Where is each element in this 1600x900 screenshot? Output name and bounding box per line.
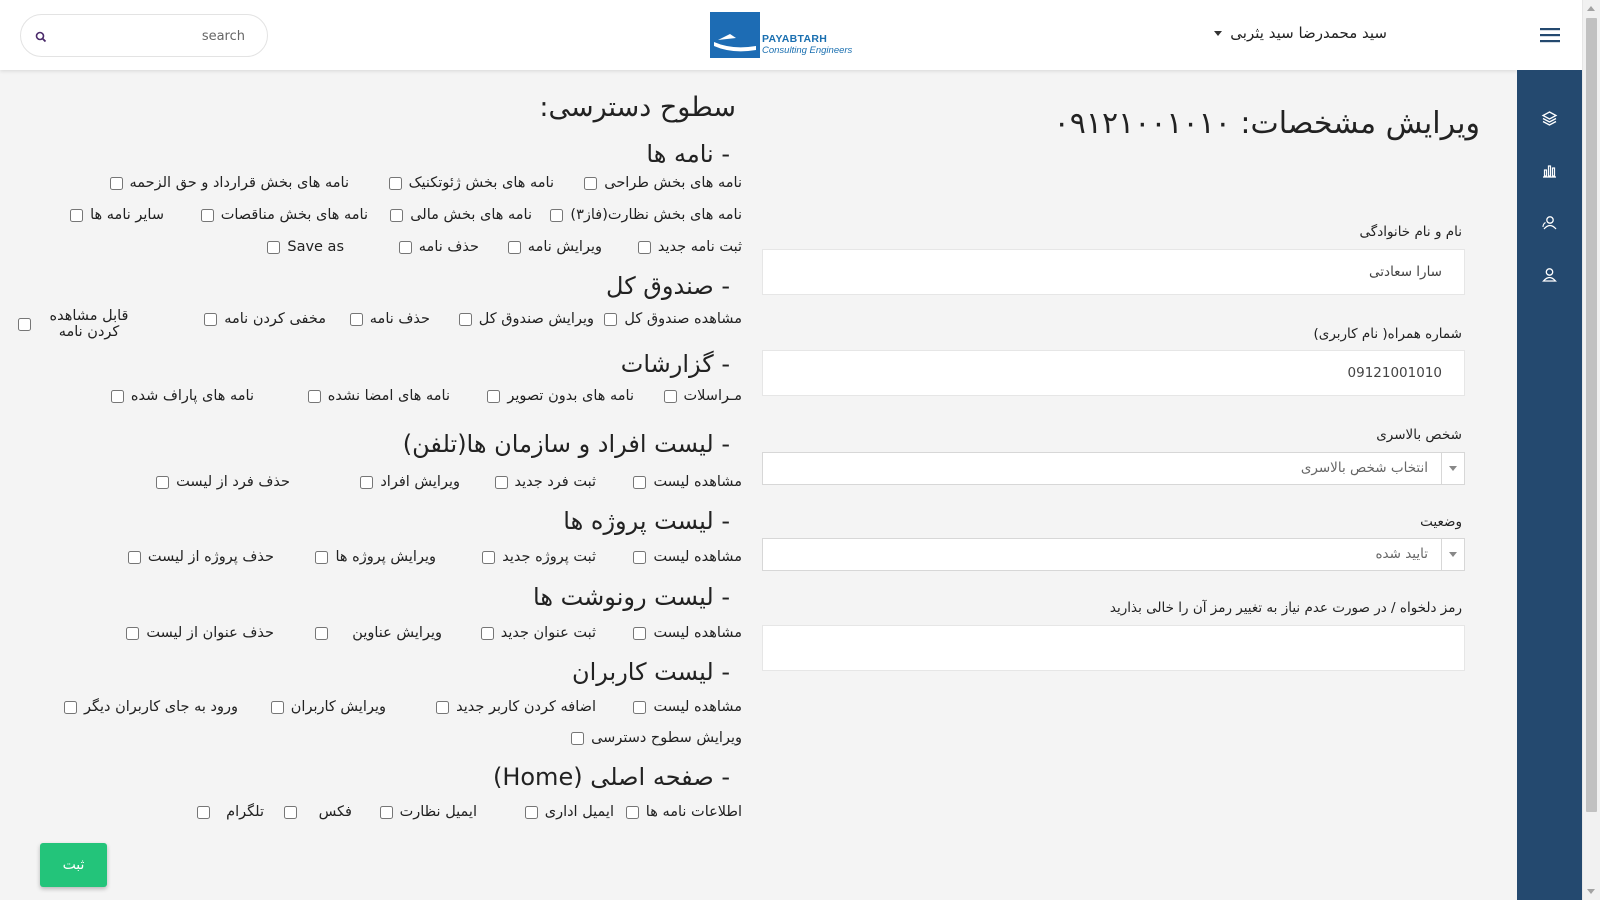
users-row-1 — [10, 699, 742, 725]
checkbox[interactable] — [315, 551, 328, 564]
checkbox[interactable] — [571, 732, 584, 745]
checkbox[interactable] — [380, 806, 393, 819]
checkbox[interactable] — [70, 209, 83, 222]
perm-projects-view[interactable] — [633, 549, 742, 565]
search-box[interactable] — [20, 14, 268, 57]
perm-letters-edit[interactable] — [508, 239, 602, 255]
checkbox-label: ثبت عنوان جدید — [500, 625, 596, 641]
password-label: رمز دلخواه / در صورت عدم نیاز به تغییر رمز آن را خالی بذارید — [1109, 600, 1462, 616]
checkbox-label: مشاهده صندوق کل — [624, 311, 742, 327]
checkbox[interactable] — [459, 313, 472, 326]
contacts-row-1 — [10, 474, 742, 500]
perm-letters-design[interactable] — [584, 175, 742, 191]
perm-letters-delete[interactable] — [399, 239, 479, 255]
checkbox-label: نامه های بدون تصویر — [507, 388, 634, 404]
logo-subtitle: Consulting Engineers — [762, 45, 853, 56]
checkbox-label: حذف پروژه از لیست — [147, 549, 274, 565]
checkbox[interactable] — [204, 313, 217, 326]
top-header — [0, 0, 1517, 70]
supervisor-label: شخص بالاسری — [1376, 427, 1462, 443]
checkbox[interactable] — [308, 390, 321, 403]
perm-home-supervision-email[interactable] — [380, 804, 477, 820]
checkbox-label: مشاهده لیست — [653, 625, 742, 641]
checkbox[interactable] — [315, 627, 328, 640]
permissions-title: سطوح دسترسی: — [539, 92, 736, 123]
checkbox-label: حذف عنوان از لیست — [146, 625, 274, 641]
section-projects-heading: - لیست پروژه ها — [563, 507, 730, 535]
checkbox[interactable] — [495, 476, 508, 489]
checkbox-label: ویرایش کاربران — [290, 699, 386, 715]
perm-cashbox-unhide[interactable] — [18, 308, 137, 340]
supervisor-selected: انتخاب شخص بالاسری — [1300, 460, 1428, 476]
layers-icon — [1541, 110, 1558, 127]
section-transcripts-heading: - لیست رونوشت ها — [533, 583, 730, 611]
full-name-field-box[interactable] — [762, 249, 1465, 295]
perm-users-add[interactable] — [436, 699, 596, 715]
checkbox[interactable] — [350, 313, 363, 326]
checkbox-label: مشاهده لیست — [653, 549, 742, 565]
checkbox-label: ویرایش نامه — [527, 239, 602, 255]
submit-button[interactable]: ثبت — [40, 843, 107, 887]
menu-toggle-button[interactable] — [1517, 0, 1582, 70]
perm-contacts-delete[interactable] — [156, 474, 290, 490]
sidebar-item-profile[interactable] — [1517, 248, 1582, 300]
search-input[interactable] — [57, 23, 257, 49]
perm-transcripts-view[interactable] — [633, 625, 742, 641]
status-label: وضعیت — [1420, 514, 1462, 530]
checkbox-label: اضافه کردن کاربر جدید — [456, 699, 596, 715]
checkbox-label: اطلاعات نامه ها — [645, 804, 742, 820]
checkbox[interactable] — [638, 241, 651, 254]
perm-letters-other[interactable] — [70, 207, 164, 223]
checkbox[interactable] — [18, 318, 31, 331]
perm-projects-edit[interactable] — [315, 549, 436, 565]
search-icon[interactable] — [35, 28, 47, 47]
checkbox[interactable] — [64, 701, 77, 714]
checkbox-label: نامه های بخش قرارداد و حق الزحمه — [129, 175, 349, 191]
section-reports-heading: - گزارشات — [620, 350, 730, 378]
section-letters-heading: - نامه ها — [646, 140, 730, 168]
scroll-down-icon[interactable] — [1587, 889, 1595, 894]
perm-users-access-levels[interactable] — [571, 730, 742, 746]
perm-projects-delete[interactable] — [128, 549, 274, 565]
perm-home-telegram[interactable] — [197, 804, 264, 820]
perm-home-office-email[interactable] — [525, 804, 614, 820]
transcripts-row-1 — [10, 625, 742, 651]
perm-users-impersonate[interactable] — [64, 699, 238, 715]
reports-row-1 — [10, 388, 742, 414]
perm-reports-no-image[interactable] — [487, 388, 634, 404]
checkbox[interactable] — [633, 627, 646, 640]
checkbox[interactable] — [481, 627, 494, 640]
scroll-up-icon[interactable] — [1587, 6, 1595, 11]
checkbox-label: نامه های بخش ژئوتکنیک — [408, 175, 554, 191]
checkbox-label: تلگرام — [226, 804, 264, 820]
checkbox[interactable] — [633, 551, 646, 564]
perm-projects-new[interactable] — [482, 549, 596, 565]
checkbox[interactable] — [284, 806, 297, 819]
letters-row-3 — [10, 239, 742, 265]
checkbox-label: نامه های بخش طراحی — [604, 175, 742, 191]
sidebar-item-layers[interactable] — [1517, 92, 1582, 144]
checkbox[interactable] — [664, 390, 677, 403]
checkbox-label: ویرایش سطوح دسترسی — [591, 730, 742, 746]
home-row-1 — [10, 804, 742, 830]
checkbox-label: ویرایش عناوین — [352, 625, 442, 641]
perm-contacts-view[interactable] — [633, 474, 742, 490]
user-menu[interactable] — [1214, 24, 1387, 42]
checkbox[interactable] — [360, 476, 373, 489]
full-name-label: نام و نام خانوادگی — [1359, 224, 1462, 240]
chevron-down-icon — [1214, 31, 1222, 36]
section-home-heading: - صفحه اصلی (Home) — [492, 763, 730, 791]
section-users-heading: - لیست کاربران — [572, 658, 730, 686]
checkbox[interactable] — [550, 209, 563, 222]
checkbox[interactable] — [508, 241, 521, 254]
perm-letters-tender[interactable] — [201, 207, 368, 223]
checkbox-label: ثبت نامه جدید — [657, 239, 742, 255]
checkbox[interactable] — [482, 551, 495, 564]
checkbox-label: ویرایش افراد — [380, 474, 460, 490]
perm-letters-new[interactable] — [638, 239, 742, 255]
checkbox-label: حذف نامه — [369, 311, 430, 327]
perm-reports-unsigned[interactable] — [308, 388, 450, 404]
users-row-2 — [10, 730, 742, 756]
section-contacts-heading: - لیست افراد و سازمان ها(تلفن) — [402, 430, 730, 458]
checkbox[interactable] — [389, 177, 402, 190]
letters-row-2 — [10, 207, 742, 233]
phone-field-box[interactable] — [762, 350, 1465, 396]
checkbox-label: حذف فرد از لیست — [176, 474, 290, 490]
checkbox-label: نامه های بخش نظارت(فاز۳) — [570, 207, 742, 223]
checkbox[interactable] — [584, 177, 597, 190]
perm-cashbox-edit[interactable] — [459, 311, 594, 327]
perm-transcripts-new[interactable] — [481, 625, 596, 641]
perm-letters-saveas[interactable] — [267, 239, 344, 255]
perm-contacts-new[interactable] — [495, 474, 596, 490]
section-cashbox-heading: - صندوق کل — [606, 272, 730, 300]
page-title: ویرایش مشخصات: ۰۹۱۲۱۰۰۱۰۱۰ — [1053, 106, 1480, 141]
checkbox-label: حذف نامه — [418, 239, 479, 255]
checkbox[interactable] — [110, 177, 123, 190]
checkbox[interactable] — [156, 476, 169, 489]
status-select[interactable] — [762, 538, 1465, 571]
checkbox-label: ثبت فرد جدید — [514, 474, 596, 490]
perm-home-letters-info[interactable] — [626, 804, 742, 820]
hamburger-icon — [1540, 27, 1560, 43]
perm-letters-supervision[interactable] — [550, 207, 742, 223]
logo-mark-icon — [710, 12, 760, 58]
perm-transcripts-delete[interactable] — [126, 625, 274, 641]
checkbox[interactable] — [525, 806, 538, 819]
perm-cashbox-view[interactable] — [604, 311, 742, 327]
page-scrollbar[interactable] — [1582, 0, 1600, 900]
password-input[interactable] — [763, 626, 1464, 670]
checkbox[interactable] — [390, 209, 403, 222]
projects-row-1 — [10, 549, 742, 575]
checkbox-label: ثبت پروژه جدید — [502, 549, 596, 565]
checkbox[interactable] — [436, 701, 449, 714]
checkbox[interactable] — [487, 390, 500, 403]
side-nav — [1517, 0, 1582, 900]
checkbox[interactable] — [633, 701, 646, 714]
bar-chart-icon — [1541, 162, 1558, 179]
sidebar-item-reports[interactable] — [1517, 144, 1582, 196]
perm-home-fax[interactable] — [284, 804, 352, 820]
checkbox-label: سایر نامه ها — [90, 207, 164, 223]
perm-cashbox-delete[interactable] — [350, 311, 430, 327]
checkbox[interactable] — [126, 627, 139, 640]
checkbox-label: مشاهده لیست — [653, 474, 742, 490]
logo-title: PAYABTARH — [762, 33, 828, 45]
status-selected: تایید شده — [1375, 546, 1428, 562]
checkbox[interactable] — [267, 241, 280, 254]
perm-letters-geotech[interactable] — [389, 175, 554, 191]
chevron-down-icon[interactable] — [1441, 453, 1464, 484]
phone-label: شماره همراه( نام کاربری) — [1313, 326, 1462, 342]
perm-users-edit[interactable] — [271, 699, 386, 715]
checkbox[interactable] — [633, 476, 646, 489]
company-logo[interactable] — [710, 12, 852, 58]
checkbox-label: مخفی کردن نامه — [224, 311, 326, 327]
perm-contacts-edit[interactable] — [360, 474, 460, 490]
letters-row-1 — [10, 175, 742, 201]
chevron-down-icon[interactable] — [1441, 539, 1464, 570]
checkbox-label: ایمیل اداری — [544, 804, 614, 820]
checkbox[interactable] — [111, 390, 124, 403]
checkbox-label: نامه های بخش مناقصات — [220, 207, 368, 223]
perm-letters-finance[interactable] — [390, 207, 532, 223]
password-field-box[interactable] — [762, 625, 1465, 671]
checkbox[interactable] — [604, 313, 617, 326]
checkbox[interactable] — [201, 209, 214, 222]
checkbox[interactable] — [271, 701, 284, 714]
checkbox-label: ویرایش پروژه ها — [335, 549, 436, 565]
perm-reports-initialed[interactable] — [111, 388, 254, 404]
checkbox-label: ایمیل نظارت — [399, 804, 477, 820]
perm-transcripts-edit[interactable] — [315, 625, 442, 641]
checkbox[interactable] — [399, 241, 412, 254]
perm-cashbox-hide[interactable] — [204, 311, 326, 327]
user-name: سید محمدرضا سید یثربی — [1230, 24, 1387, 42]
supervisor-select[interactable] — [762, 452, 1465, 485]
checkbox-label: مشاهده لیست — [653, 699, 742, 715]
checkbox-label: ورود به جای کاربران دیگر — [84, 699, 238, 715]
checkbox-label: ویرایش صندوق کل — [478, 311, 594, 327]
user-group-icon — [1541, 214, 1558, 231]
checkbox[interactable] — [626, 806, 639, 819]
perm-users-view[interactable] — [633, 699, 742, 715]
checkbox-label: نامه های پاراف شده — [130, 388, 254, 404]
perm-reports-correspondence[interactable] — [664, 388, 743, 404]
checkbox-label: Save as — [287, 239, 344, 255]
checkbox-label: نامه های امضا نشده — [327, 388, 450, 404]
perm-letters-contract[interactable] — [110, 175, 349, 191]
checkbox[interactable] — [128, 551, 141, 564]
user-icon — [1541, 266, 1558, 283]
checkbox-label: نامه های بخش مالی — [410, 207, 532, 223]
phone-input[interactable] — [763, 351, 1464, 395]
checkbox-label: فکس — [318, 804, 352, 820]
sidebar-item-contacts[interactable] — [1517, 196, 1582, 248]
checkbox-label: قابل مشاهده کردن نامه — [49, 308, 129, 340]
full-name-input[interactable] — [763, 250, 1464, 294]
scroll-thumb[interactable] — [1586, 18, 1597, 812]
checkbox[interactable] — [197, 806, 210, 819]
checkbox-label: مـراسلات — [683, 388, 742, 404]
